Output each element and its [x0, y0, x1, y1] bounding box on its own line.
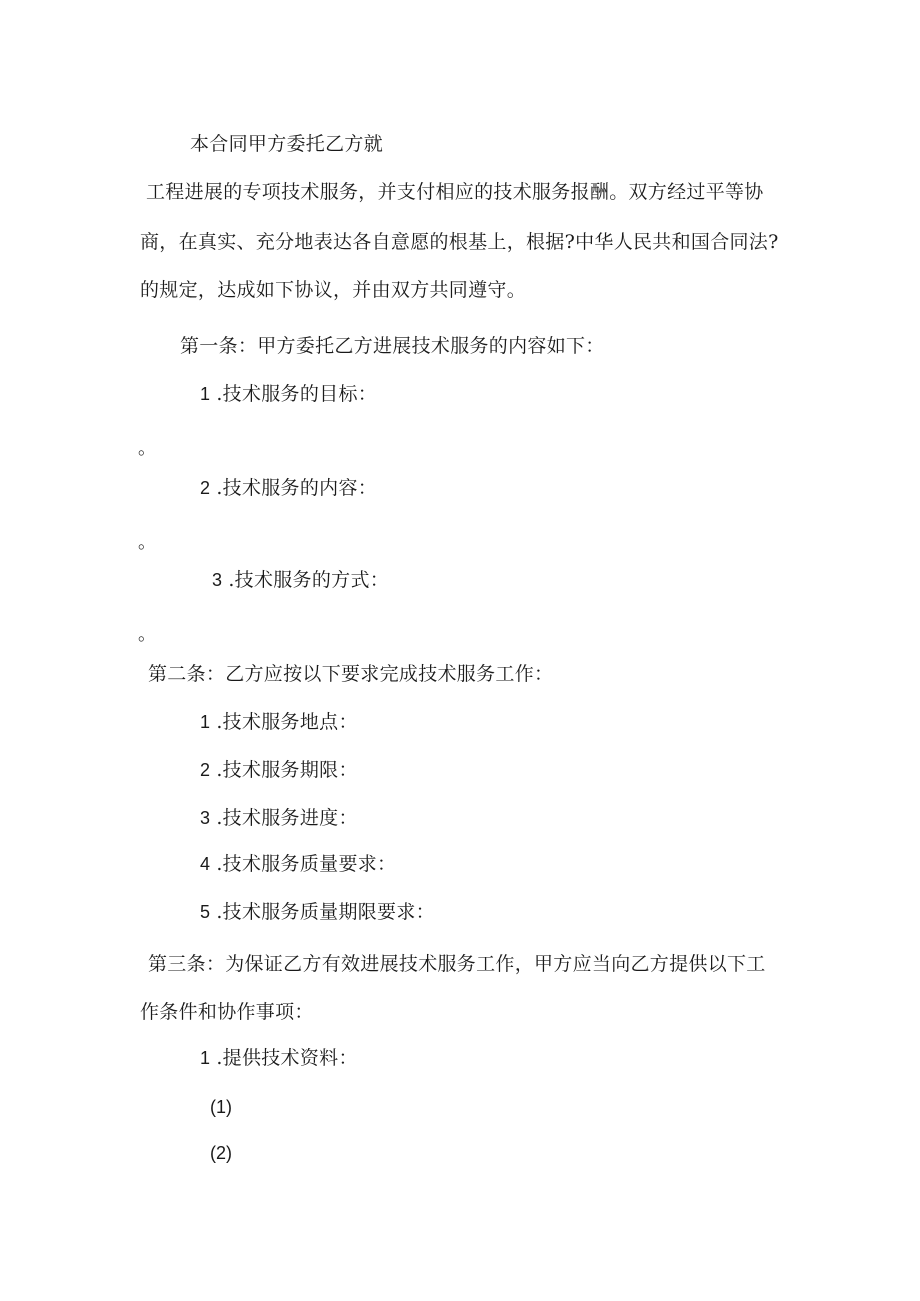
article-3-item-1	[200, 1046, 358, 1070]
item-text: .技术服务质量要求：	[216, 853, 397, 875]
intro-line-2: 工程进展的专项技术服务，并支付相应的技术服务报酬。双方经过平等协	[146, 181, 764, 203]
intro-line-1: 本合同甲方委托乙方就	[190, 133, 384, 155]
item-text: .技术服务的内容：	[216, 477, 378, 499]
item-text: .技术服务的目标：	[216, 383, 378, 405]
article-2-item-1	[200, 710, 358, 734]
item-number: 1	[200, 1048, 211, 1068]
article-2-item-2	[200, 758, 358, 782]
article-3-title-line-1: 第三条：为保证乙方有效进展技术服务工作，甲方应当向乙方提供以下工	[148, 953, 766, 975]
item-number: 5	[200, 902, 211, 922]
article-1-item-1	[200, 382, 377, 406]
item-text: .技术服务的方式：	[228, 569, 390, 591]
item-number: 3	[212, 570, 223, 590]
item-text: .提供技术资料：	[216, 1047, 358, 1069]
item-text: .技术服务质量期限要求：	[216, 901, 435, 923]
article-2-item-5	[200, 900, 435, 924]
sub-item-1: (1)	[210, 1097, 232, 1117]
article-2-item-3	[200, 806, 358, 830]
end-mark: 。	[138, 532, 156, 553]
sub-item-2: (2)	[210, 1143, 232, 1163]
item-text: .技术服务地点：	[216, 711, 358, 733]
item-text: .技术服务进度：	[216, 807, 358, 829]
item-number: 2	[200, 478, 211, 498]
article-1-item-3	[212, 568, 389, 592]
intro-line-4: 的规定，达成如下协议，并由双方共同遵守。	[140, 279, 527, 301]
item-number: 1	[200, 384, 211, 404]
article-2-item-4	[200, 852, 396, 876]
item-number: 1	[200, 712, 211, 732]
article-1-item-2	[200, 476, 377, 500]
item-number: 2	[200, 760, 211, 780]
article-3-title-line-2: 作条件和协作事项：	[140, 1001, 314, 1023]
end-mark: 。	[138, 624, 156, 645]
article-1-title: 第一条：甲方委托乙方进展技术服务的内容如下：	[180, 335, 605, 357]
intro-line-3: 商，在真实、充分地表达各自意愿的根基上，根据?中华人民共和国合同法?	[140, 231, 779, 253]
end-mark: 。	[138, 438, 156, 459]
item-number: 4	[200, 854, 211, 874]
item-text: .技术服务期限：	[216, 759, 358, 781]
item-number: 3	[200, 808, 211, 828]
article-2-title: 第二条：乙方应按以下要求完成技术服务工作：	[148, 663, 554, 685]
